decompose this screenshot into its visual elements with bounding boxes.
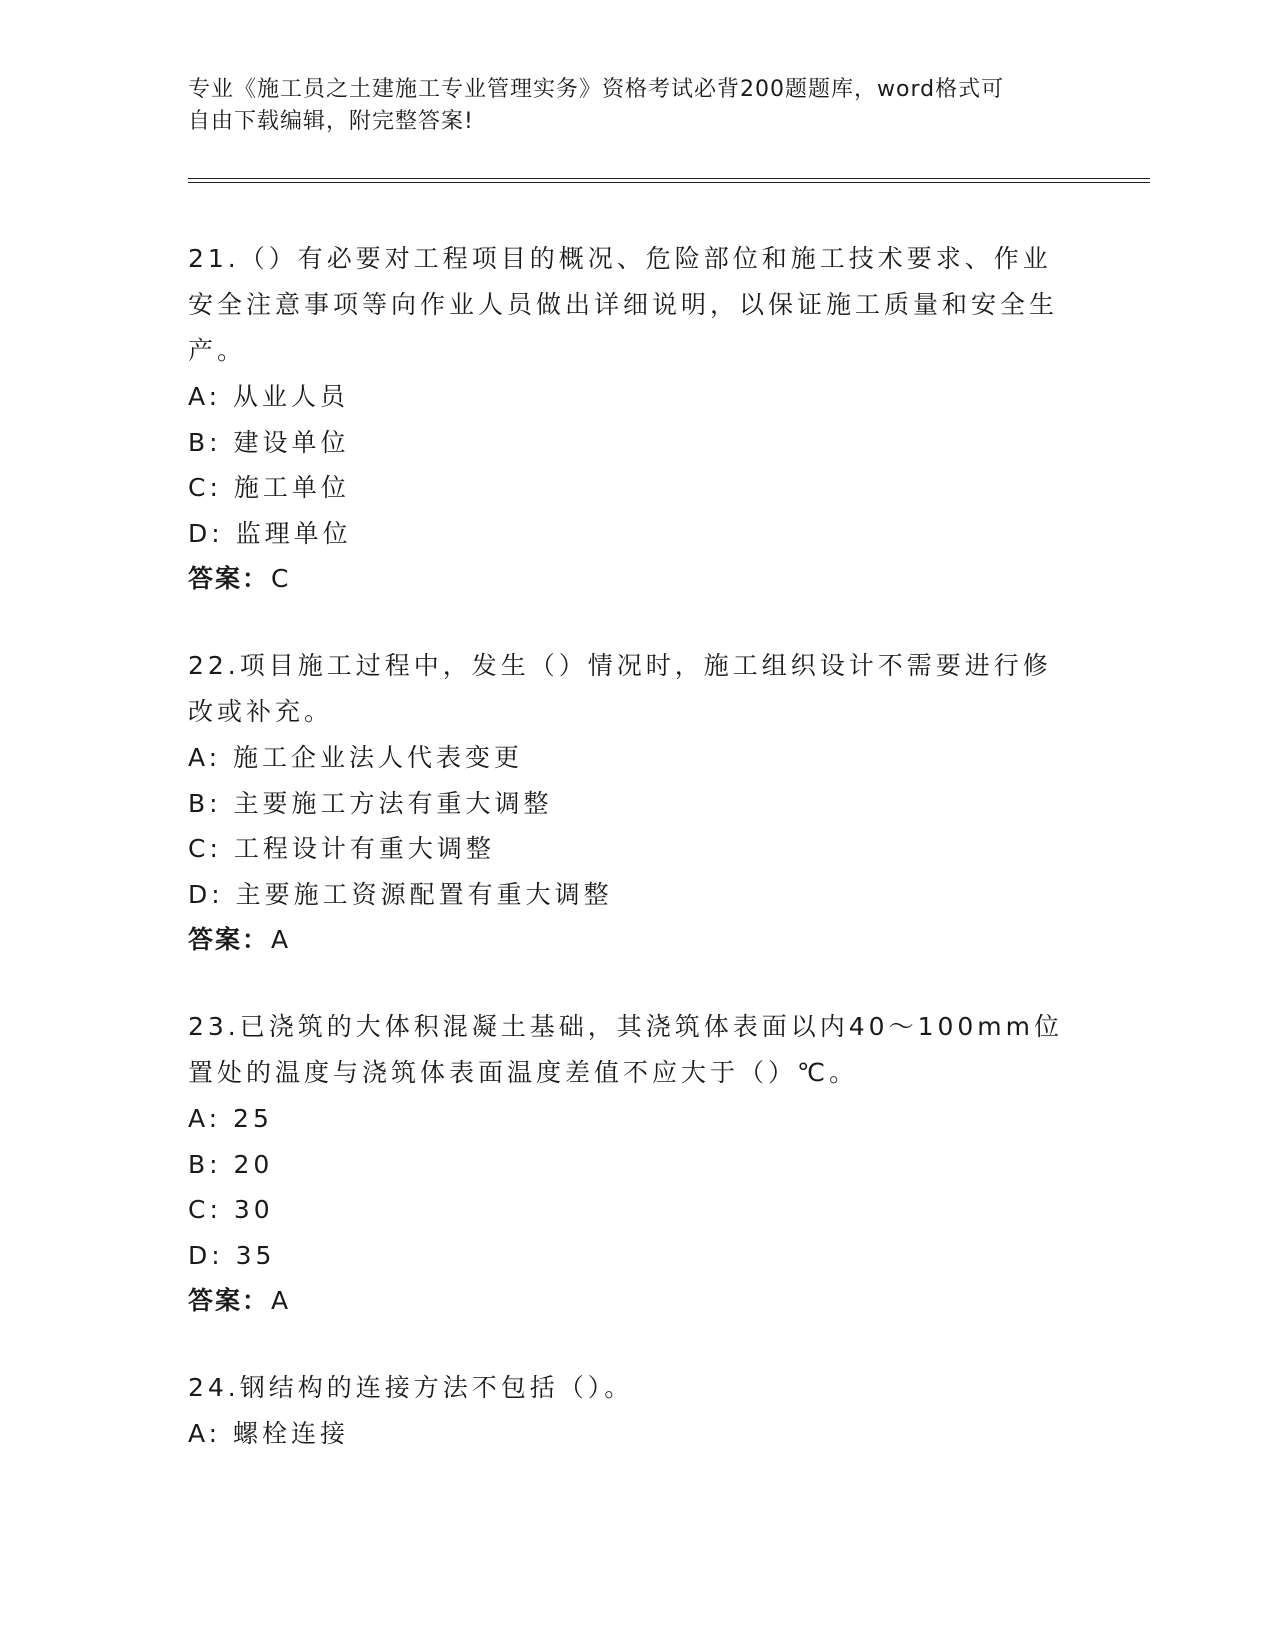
answer-value: A	[271, 1286, 291, 1315]
answer-label: 答案：	[188, 925, 270, 954]
answer-line	[188, 917, 1068, 963]
question-list	[188, 236, 1068, 1498]
option-a: A: 螺栓连接	[188, 1419, 350, 1448]
question-24	[188, 1365, 1068, 1457]
answer-label: 答案：	[188, 564, 270, 593]
option-a: A: 施工企业法人代表变更	[188, 743, 524, 772]
answer-label: 答案：	[188, 1286, 270, 1315]
option-c: C: 施工单位	[188, 473, 350, 502]
header-divider-top	[188, 178, 1150, 179]
option-d: D: 监理单位	[188, 518, 352, 548]
answer-line	[188, 1278, 1068, 1324]
answer-value: A	[271, 925, 291, 954]
document-header	[188, 74, 1068, 138]
question-stem: 24.钢结构的连接方法不包括（）。	[188, 1373, 634, 1402]
header-divider-bottom	[188, 182, 1150, 183]
answer-value: C	[271, 564, 291, 593]
option-a: A: 25	[188, 1104, 273, 1133]
question-22	[188, 643, 1068, 963]
header-title-line-2: 自由下载编辑，附完整答案!	[188, 109, 474, 134]
option-c: C: 30	[188, 1195, 274, 1224]
option-d: D: 35	[188, 1240, 276, 1270]
option-b: B: 主要施工方法有重大调整	[188, 788, 553, 818]
question-stem: 21.（）有必要对工程项目的概况、危险部位和施工技术要求、作业安全注意事项等向作业人员做出详细说明，以保证施工质量和安全生产。	[188, 244, 1059, 365]
answer-line	[188, 556, 1068, 602]
option-d: D: 主要施工资源配置有重大调整	[188, 879, 613, 909]
question-stem: 23.已浇筑的大体积混凝土基础，其浇筑体表面以内40～100mm位置处的温度与浇筑体表面温度差值不应大于（）℃。	[188, 1012, 1063, 1087]
header-title-line-1: 专业《施工员之土建施工专业管理实务》资格考试必背200题题库，word格式可	[188, 77, 1005, 102]
option-c: C: 工程设计有重大调整	[188, 834, 495, 863]
option-a: A: 从业人员	[188, 382, 350, 411]
question-23	[188, 1004, 1068, 1324]
option-b: B: 20	[188, 1149, 274, 1179]
question-stem: 22.项目施工过程中，发生（）情况时，施工组织设计不需要进行修改或补充。	[188, 651, 1052, 726]
question-21	[188, 236, 1068, 602]
option-b: B: 建设单位	[188, 427, 350, 457]
